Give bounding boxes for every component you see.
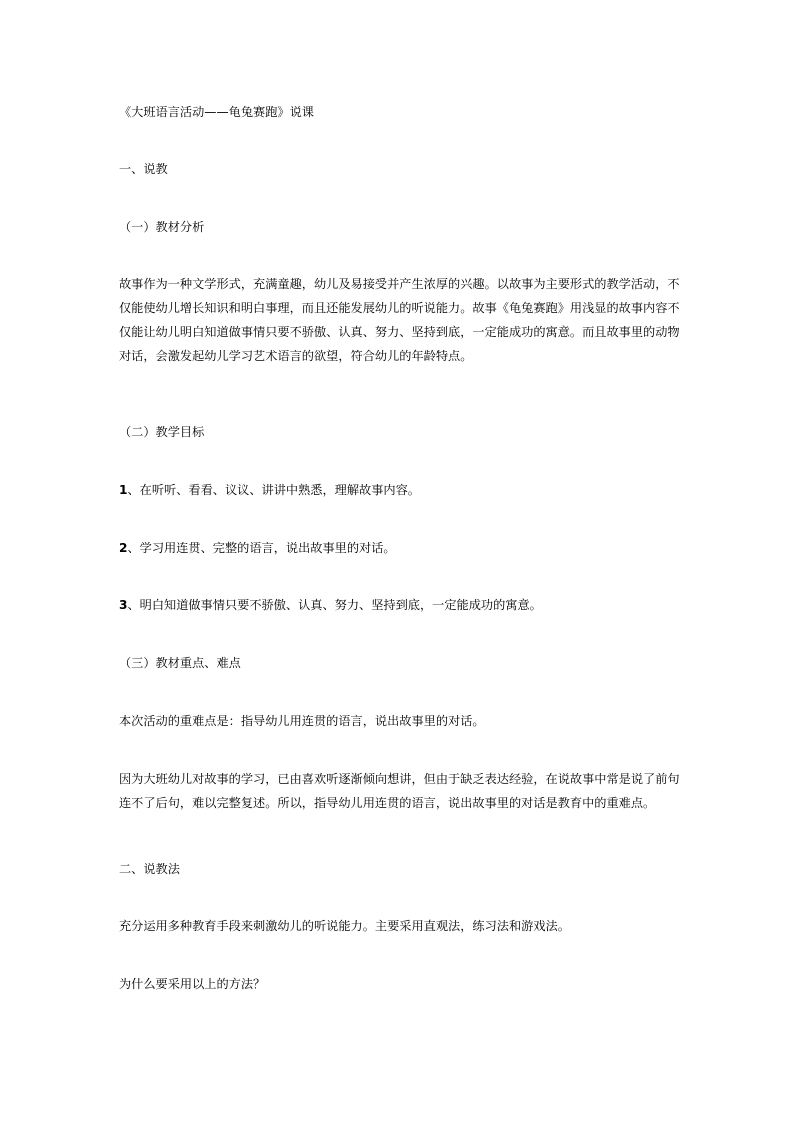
paragraph-line: 仅能使幼儿增长知识和明白事理，而且还能发展幼儿的听说能力。故事《龟兔赛跑》用浅显的故事内容不 — [119, 301, 680, 315]
paragraph-line: 因为大班幼儿对故事的学习，已由喜欢听逐渐倾向想讲，但由于缺乏表达经验，在说故事中常是说了前句 — [119, 772, 680, 786]
paragraph-line: 故事作为一种文学形式，充满童趣，幼儿及易接受并产生浓厚的兴趣。以故事为主要形式的教学活动，不 — [119, 277, 680, 291]
material-analysis-paragraph — [119, 272, 679, 368]
goal-item — [119, 478, 679, 502]
document-title: 《大班语言活动——龟兔赛跑》说课 — [119, 105, 314, 119]
goal-number: 1 — [119, 483, 128, 497]
methods-text: 充分运用多种教育手段来刺激幼儿的听说能力。主要采用直观法，练习法和游戏法。 — [119, 919, 570, 933]
goal-text: 、在听听、看看、议议、讲讲中熟悉，理解故事内容。 — [127, 483, 420, 497]
subsection-heading-teaching-goals: （二）教学目标 — [119, 425, 205, 439]
paragraph-line: 对话，会激发起幼儿学习艺术语言的欲望，符合幼儿的年龄特点。 — [119, 349, 473, 363]
goal-number: 3 — [119, 598, 128, 612]
paragraph-line: 仅能让幼儿明白知道做事情只要不骄傲、认真、努力、坚持到底，一定能成功的寓意。而且故事里的动物 — [119, 325, 680, 339]
subsection-heading-material-analysis: （一）教材分析 — [119, 220, 205, 234]
section-heading-teaching-methods: 二、说教法 — [119, 862, 180, 876]
paragraph-line: 连不了后句，难以完整复述。所以，指导幼儿用连贯的语言，说出故事里的对话是教育中的重难点。 — [119, 796, 656, 810]
goal-number: 2 — [119, 541, 128, 555]
key-point-text: 本次活动的重难点是：指导幼儿用连贯的语言，说出故事里的对话。 — [119, 714, 485, 728]
section-heading-shuo-jiao: 一、说教 — [119, 162, 168, 176]
methods-question: 为什么要采用以上的方法？ — [119, 977, 266, 991]
reason-paragraph — [119, 767, 679, 815]
goal-text: 、明白知道做事情只要不骄傲、认真、努力、坚持到底，一定能成功的寓意。 — [127, 598, 542, 612]
subsection-heading-key-difficult-points: （三）教材重点、难点 — [119, 656, 241, 670]
goal-item — [119, 593, 679, 617]
goal-item — [119, 536, 679, 560]
goal-text: 、学习用连贯、完整的语言，说出故事里的对话。 — [127, 541, 396, 555]
